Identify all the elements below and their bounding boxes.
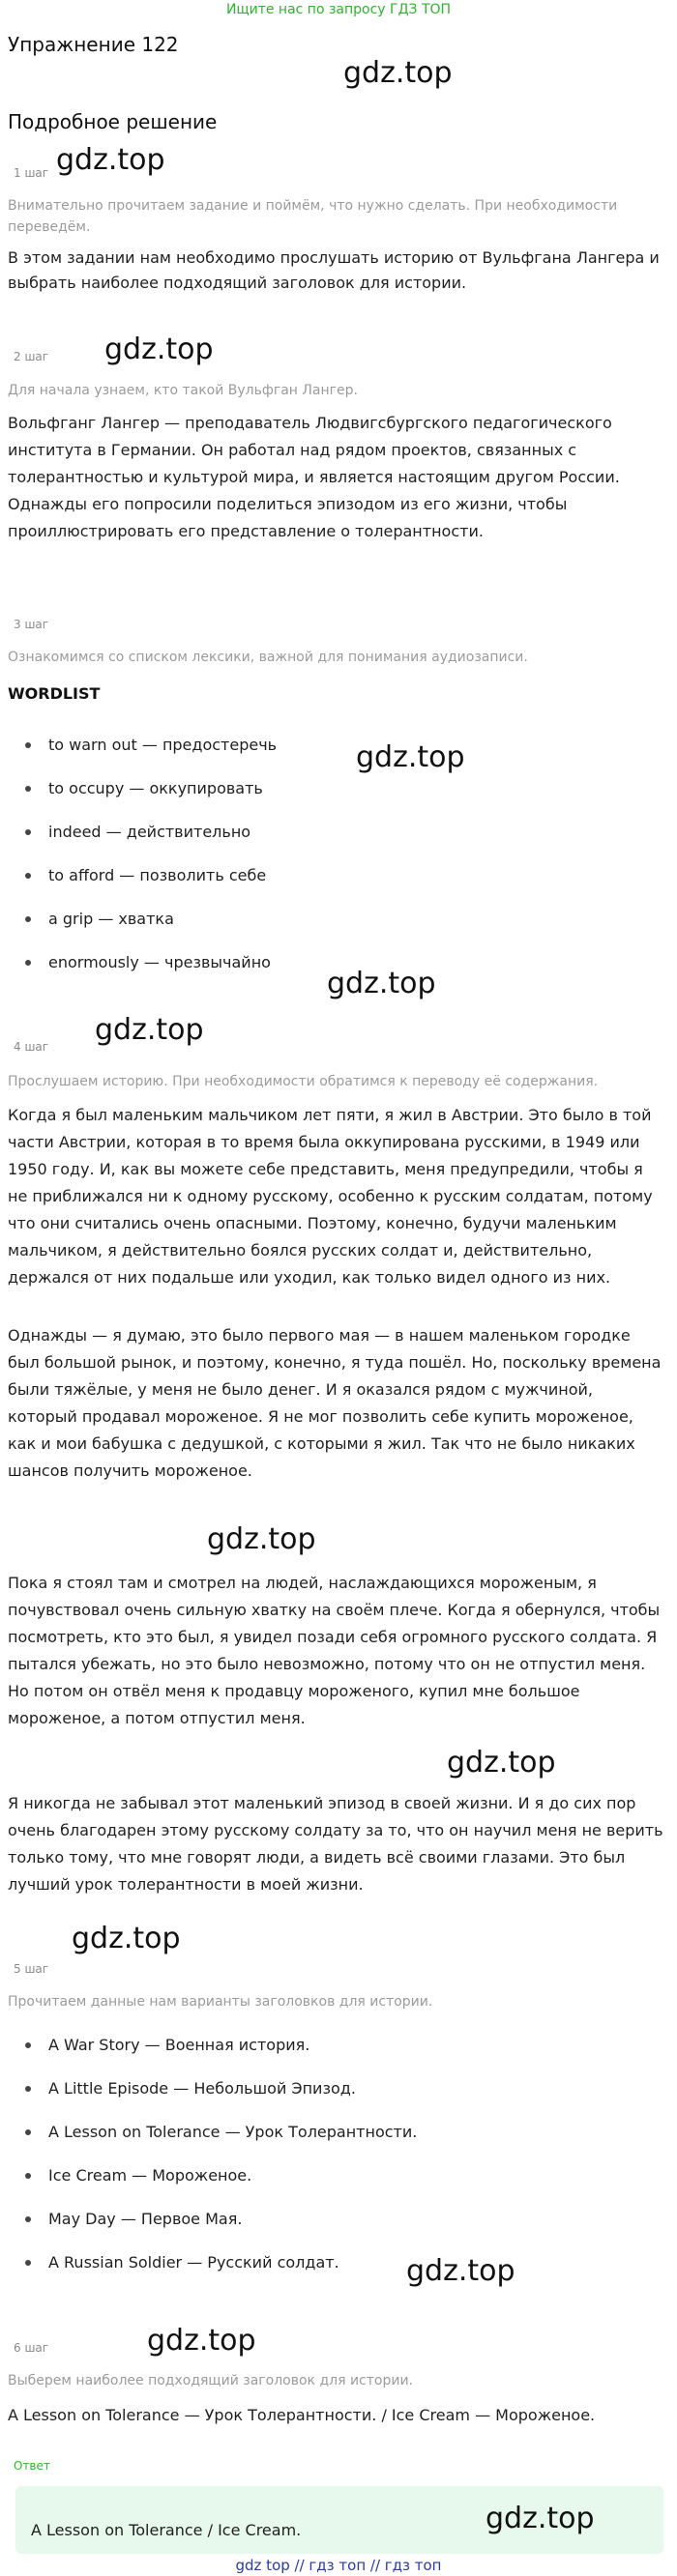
list-item: enormously — чрезвычайно xyxy=(19,941,277,984)
list-item: Ice Cream — Мороженое. xyxy=(19,2154,417,2197)
wordlist xyxy=(19,723,277,984)
step-note: Выберем наиболее подходящий заголовок для истории. xyxy=(8,2373,413,2388)
step-text: В этом задании нам необходимо прослушать историю от Вульфгана Лангера и выбрать наиболее подходящий заголовок для истории. xyxy=(8,248,660,292)
list-item: May Day — Первое Мая. xyxy=(19,2197,417,2241)
step-badge: 3 шаг xyxy=(14,618,49,631)
step-badge: 1 шаг xyxy=(14,166,49,180)
step-note: Внимательно прочитаем задание и поймём, что нужно сделать. При необходимости переведём. xyxy=(8,198,618,235)
list-item: A Russian Soldier — Русский солдат. xyxy=(19,2241,417,2284)
story-paragraph: Пока я стоял там и смотрел на людей, наслаждающихся мороженым, я почувствовал очень сильную хватку на своём плече. Когда я обернулся, чтобы посмотреть, кто это был, я увидел позади себя огромного русского солдата. Я пытался убежать, но это было невозможно, потому что он не отпустил меня. Но потом он отвёл меня к продавцу мороженого, купил мне большое мороженое, а потом отпустил меня. xyxy=(8,1574,661,1727)
watermark: gdz.top xyxy=(343,56,453,90)
step-note: Для начала узнаем, кто такой Вульфган Лангер. xyxy=(8,383,358,398)
title-options xyxy=(19,2023,417,2284)
list-item: A War Story — Военная история. xyxy=(19,2023,417,2067)
list-item: to afford — позволить себе xyxy=(19,854,277,897)
watermark: gdz.top xyxy=(95,1013,204,1047)
list-item: to warn out — предостеречь xyxy=(19,723,277,767)
bottom-banner[interactable]: gdz top // гдз топ // гдз топ xyxy=(235,2557,442,2574)
step-note: Ознакомимся со списком лексики, важной для понимания аудиозаписи. xyxy=(8,650,528,665)
wordlist-heading: WORDLIST xyxy=(8,684,101,703)
watermark: gdz.top xyxy=(447,1746,556,1780)
answer-label: Ответ xyxy=(14,2459,50,2473)
list-item: a grip — хватка xyxy=(19,897,277,941)
watermark: gdz.top xyxy=(486,2502,595,2535)
list-item: A Little Episode — Небольшой Эпизод. xyxy=(19,2067,417,2110)
story-paragraph: Однажды — я думаю, это было первого мая — в нашем маленьком городке был большой рынок, и поэтому, конечно, я туда пошёл. Но, поскольку времена были тяжёлые, у меня не было денег. И я оказался рядом с мужчиной, который продавал мороженое. Я не мог позволить себе купить мороженое, как и мои бабушка с дедушкой, с которыми я жил. Так что не было никаких шансов получить мороженое. xyxy=(8,1326,662,1480)
watermark: gdz.top xyxy=(104,333,214,366)
list-item: to occupy — оккупировать xyxy=(19,767,277,810)
step-badge: 5 шаг xyxy=(14,1962,49,1976)
watermark: gdz.top xyxy=(147,2324,256,2358)
step-text: A Lesson on Tolerance — Урок Толерантности. / Ice Cream — Мороженое. xyxy=(8,2406,596,2424)
answer-text: A Lesson on Tolerance / Ice Cream. xyxy=(31,2521,302,2539)
page-title: Упражнение 122 xyxy=(8,33,179,56)
list-item: A Lesson on Tolerance — Урок Толерантности. xyxy=(19,2110,417,2154)
step-badge: 4 шаг xyxy=(14,1040,49,1054)
step-badge: 6 шаг xyxy=(14,2341,49,2355)
step-note: Прочитаем данные нам варианты заголовков для истории. xyxy=(8,1994,433,2010)
watermark: gdz.top xyxy=(356,740,465,774)
watermark: gdz.top xyxy=(56,143,165,177)
story-paragraph: Когда я был маленьким мальчиком лет пяти, я жил в Австрии. Это было в той части Австрии, которая в то время была оккупирована русскими, в 1949 или 1950 году. И, как вы можете себе представить, меня предупредили, чтобы я не приближался ни к одному русскому, особенно к русским солдатам, потому что они считались очень опасными. Поэтому, конечно, будучи маленьким мальчиком, я действительно боялся русских солдат и, действительно, держался от них подальше или уходил, как только видел одного из них. xyxy=(8,1106,653,1287)
watermark: gdz.top xyxy=(72,1922,181,1955)
watermark: gdz.top xyxy=(207,1522,316,1556)
step-note: Прослушаем историю. При необходимости обратимся к переводу её содержания. xyxy=(8,1074,599,1089)
list-item: indeed — действительно xyxy=(19,810,277,854)
top-banner[interactable]: Ищите нас по запросу ГДЗ ТОП xyxy=(225,2,452,17)
solution-heading: Подробное решение xyxy=(8,110,218,133)
watermark: gdz.top xyxy=(327,967,436,1000)
step-badge: 2 шаг xyxy=(14,350,49,363)
step-text: Вольфганг Лангер — преподаватель Людвигсбургского педагогического института в Германии. Он работал над рядом проектов, связанных с толерантностью и культурой мира, и является настоящим другом России. Однажды его попросили поделиться эпизодом из его жизни, чтобы проиллюстрировать его представление о толерантности. xyxy=(8,414,620,540)
story-paragraph: Я никогда не забывал этот маленький эпизод в своей жизни. И я до сих пор очень благодарен этому русскому солдату за то, что он научил меня не верить только тому, что мне говорят люди, а видеть всё своими глазами. Это был лучший урок толерантности в моей жизни. xyxy=(8,1794,663,1894)
watermark: gdz.top xyxy=(406,2254,515,2288)
